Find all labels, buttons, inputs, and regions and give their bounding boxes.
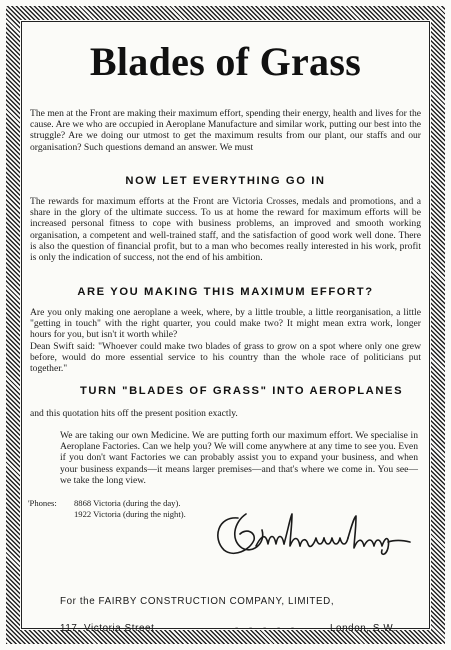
footer-company-line: For the FAIRBY CONSTRUCTION COMPANY, LIMITED,: [60, 596, 335, 607]
footer-street: 117, Victoria Street: [60, 623, 155, 634]
rewards-paragraph: The rewards for maximum efforts at the Front are Victoria Crosses, medals and promotions, and a share in the glory of the ultimate success. To us at home the reward for maximum efforts will be increased personal fitness to cope with business problems, an improved and smooth working organisation, a competent and well-trained staff, and the satisfaction of good work well done. There is also the question of financial profit, but to a man who becomes really interested in his work, profit is only the indication of success, not the end of his ambition.: [30, 196, 421, 264]
headline-title: Blades of Grass: [89, 39, 362, 84]
dean-swift-paragraph: Dean Swift said: "Whoever could make two blades of grass to grow on a spot where only one grew before, would do more essential service to his country than the whole race of politicians put together.": [30, 341, 421, 375]
quotation-intro: and this quotation hits off the present position exactly.: [30, 408, 238, 419]
phones-label: 'Phones:: [28, 498, 57, 508]
footer-dashes: - - - - -: [235, 623, 299, 634]
footer-city: London, S.W.: [330, 623, 397, 634]
phone-night: 1922 Victoria (during the night).: [74, 509, 186, 519]
one-aeroplane-paragraph: Are you only making one aeroplane a week, where, by a little trouble, a little reorganisation, a little "getting in touch" with the right quarter, you could make two? It might mean extra work, longer hours for you, but isn't it worth while?: [30, 307, 421, 341]
handwritten-signature: [210, 504, 420, 560]
company-quote-paragraph: We are taking our own Medicine. We are putting forth our maximum effort. We specialise in Aeroplane Factories. Can we help you? We will come anywhere at any time to see you. Even if you don't want Factories we can probably assist you to expand your business, and when your business expands—it means larger premises—and that's where we come in. You see—we take the long view.: [60, 430, 418, 486]
heading-maximum-effort: ARE YOU MAKING THIS MAXIMUM EFFORT?: [77, 286, 374, 298]
heading-now-let-everything: NOW LET EVERYTHING GO IN: [125, 175, 326, 187]
advertisement-content: [28, 24, 421, 634]
heading-turn-blades: TURN "BLADES OF GRASS" INTO AEROPLANES: [80, 385, 404, 397]
phone-day: 8868 Victoria (during the day).: [74, 498, 181, 508]
intro-paragraph: The men at the Front are making their maximum effort, spending their energy, health and lives for the cause. Are we who are occupied in Aeroplane Manufacture and similar work, putting our best into the struggle? Are we doing our utmost to get the maximum results from our plant, our staffs and our organisation? Such questions demand an answer. We must: [30, 108, 421, 153]
